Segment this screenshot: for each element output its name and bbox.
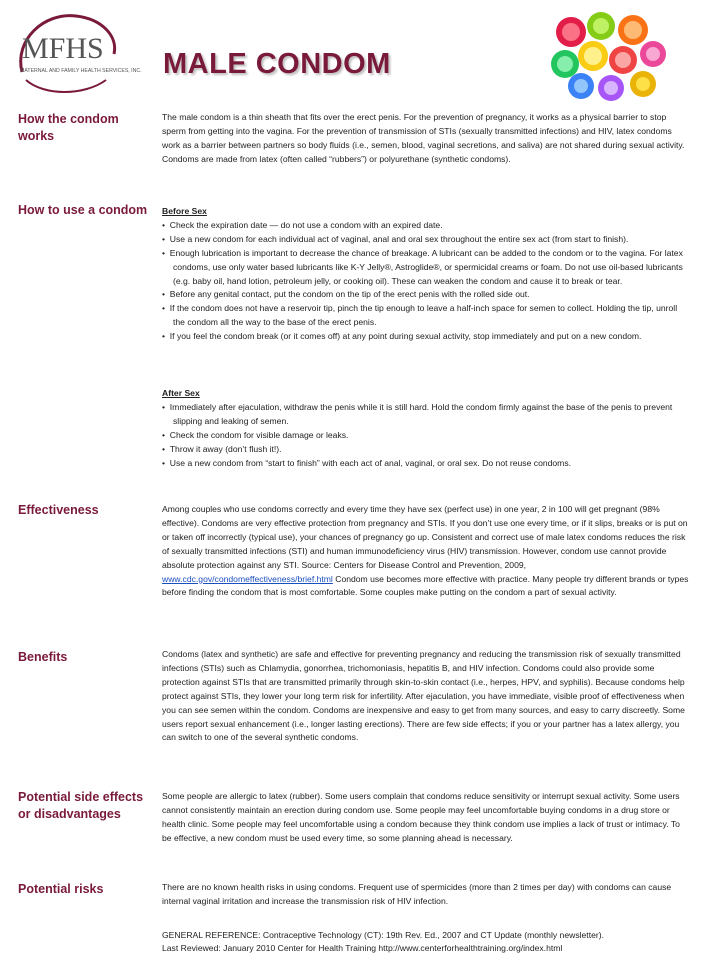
how-works-text: The male condom is a thin sheath that fits over the erect penis. For the prevention of pregnancy, it works as a physical barrier to stop sperm from getting into the vagina. For the prevention of transmission of STIs (sexually transmitted infections) and HIV, latex condoms work as a barrier between partners so body fluids (i.e., semen, blood, vaginal secretions, and saliva) are not shared during sexual activity. Condoms are made from latex (often called “rubbers”) or polyurethane (synthetic condoms). bbox=[162, 112, 685, 164]
list-item: • Before any genital contact, put the condom on the tip of the erect penis with the rolled side out. bbox=[162, 288, 690, 302]
after-sex-heading: After Sex bbox=[162, 388, 200, 398]
section-label-side-effects: Potential side effects or disadvantages bbox=[18, 790, 144, 821]
before-sex-list bbox=[162, 219, 690, 344]
list-item: • Check the condom for visible damage or leaks. bbox=[162, 429, 690, 443]
general-reference bbox=[162, 929, 702, 955]
section-label-effectiveness: Effectiveness bbox=[18, 503, 99, 517]
page-title: MALE CONDOM bbox=[163, 48, 391, 80]
section-body-how-use bbox=[162, 205, 690, 344]
before-sex-heading: Before Sex bbox=[162, 206, 207, 216]
list-item: • Immediately after ejaculation, withdraw the penis while it is still hard. Hold the condom firmly against the base of the penis to prevent slipping and leaking of semen. bbox=[162, 401, 690, 429]
list-item: • Throw it away (don’t flush it!). bbox=[162, 443, 690, 457]
section-body-risks bbox=[162, 881, 690, 909]
section-body-how-works bbox=[162, 111, 690, 167]
after-sex-list bbox=[162, 401, 690, 471]
section-body-after-sex bbox=[162, 387, 690, 470]
condoms-illustration bbox=[553, 14, 661, 96]
benefits-text: Condoms (latex and synthetic) are safe and effective for preventing pregnancy and reducing the transmission risk of sexually transmitted infections (STIs) such as Chlamydia, gonorrhea, trichomoniasis, hepatitis B, and HIV infection. Condoms could also provide some protection against STIs that are transmitted primarily through skin-to-skin contact (i.e., herpes, HPV, and syphilis). Because condoms help protect against STIs, they lower your long term risk for infertility. After ejaculation, you have immediate, visible proof of effectiveness when you can see semen within the condom. Condoms are inexpensive and easy to get from many sources, and easy to carry discreetly. Some users report sexual enhancement (i.e., longer lasting erections). There are few side effects; if you or your partner has a latex allergy, you can switch to one of the several synthetic condoms. bbox=[162, 649, 685, 743]
section-body-side-effects bbox=[162, 790, 690, 846]
logo-subtitle: MATERNAL AND FAMILY HEALTH SERVICES, INC. bbox=[20, 68, 142, 74]
effectiveness-text-b: Condom use becomes more effective with practice. Many people try different brands or types before finding the condom that is most comfortable. Some couples make putting on the condom a part of sexual activity. bbox=[162, 573, 689, 598]
effectiveness-text bbox=[162, 503, 690, 600]
side-effects-text: Some people are allergic to latex (rubber). Some users complain that condoms reduce sensitivity or interrupt sexual activity. Some users cannot consistently maintain an erection during condom use. Some people may feel uncomfortable buying condoms in a drug store or health clinic. Some people may feel uncomfortable using a condom because they think condom use implies a lack of trust or intimacy. To be effective, a new condom must be used every time, so some planning ahead is necessary. bbox=[162, 791, 680, 843]
effectiveness-text-a: Among couples who use condoms correctly and every time they have sex (perfect use) in one year, 2 in 100 will get pregnant (98% effective). Condoms are very effective protection from pregnancy and STIs. If you don’t use one every time, or if it slips, breaks or is put on or taken off incorrectly (typical use), your chances of pregnancy go up. Consistent and correct use of male latex condoms reduces the risk of sexually transmitted infections (STI) and human immunodeficiency virus (HIV) transmission. However, condom use cannot provide absolute protection against any STI. Source: Centers for Disease Control and Prevention, 2009, bbox=[162, 504, 688, 570]
logo-wordmark: MFHS bbox=[22, 32, 104, 65]
list-item: • If you feel the condom break (or it comes off) at any point during sexual activity, stop immediately and put on a new condom. bbox=[162, 330, 690, 344]
risks-text: There are no known health risks in using condoms. Frequent use of spermicides (more than 2 times per day) with condoms can cause internal vaginal irritation and increase the transmission risk of HIV infection. bbox=[162, 882, 672, 906]
reference-line-1: GENERAL REFERENCE: Contraceptive Technology (CT): 19th Rev. Ed., 2007 and CT Update (monthly newsletter). bbox=[162, 930, 604, 940]
list-item: • Check the expiration date — do not use a condom with an expired date. bbox=[162, 219, 690, 233]
list-item: • Use a new condom from “start to finish” with each act of anal, vaginal, or oral sex. Do not reuse condoms. bbox=[162, 457, 690, 471]
list-item: • Enough lubrication is important to decrease the chance of breakage. A lubricant can be added to the condom or to the vagina. For latex condoms, use only water based lubricants like K-Y Jelly®, Astroglide®, or spermicidal creams or foam. Do not use oil-based lubricants (e.g. baby oil, hand lotion, petroleum jelly, or cooking oil). These can weaken the condom and cause it to break or tear. bbox=[162, 247, 690, 289]
section-body-effectiveness bbox=[162, 503, 690, 600]
section-label-risks: Potential risks bbox=[18, 882, 104, 896]
list-item: • Use a new condom for each individual act of vaginal, anal and oral sex throughout the entire sex act (from start to finish). bbox=[162, 233, 690, 247]
reference-line-2: Last Reviewed: January 2010 Center for Health Training http://www.centerforhealthtraining.org/index.html bbox=[162, 943, 563, 953]
section-label-how-works: How the condom works bbox=[18, 112, 119, 143]
section-label-how-use: How to use a condom bbox=[18, 203, 148, 217]
section-body-benefits bbox=[162, 648, 690, 745]
cdc-link[interactable]: www.cdc.gov/condomeffectiveness/brief.html bbox=[162, 573, 333, 584]
section-label-benefits: Benefits bbox=[18, 650, 68, 664]
mfhs-logo bbox=[14, 10, 142, 100]
list-item: • If the condom does not have a reservoir tip, pinch the tip enough to leave a half-inch space for semen to collect. Holding the tip, unroll the condom all the way to the base of the erect penis. bbox=[162, 302, 690, 330]
